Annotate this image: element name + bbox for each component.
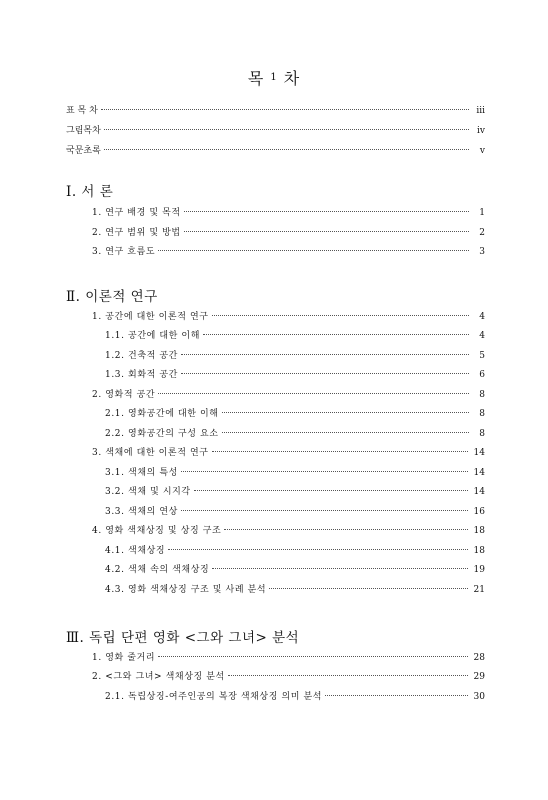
- toc-entry-label: 3.3. 색채의 연상: [105, 507, 178, 517]
- toc-entry-label: 3.1. 색채의 특성: [105, 468, 178, 478]
- toc-entry-label: 4.3. 영화 색채상징 구조 및 사례 분석: [105, 585, 267, 595]
- dot-leader: [181, 510, 468, 511]
- title-page-marker: 1: [270, 72, 278, 83]
- toc-entry-label: 2.1. 독립상징-여주인공의 복장 색채상징 의미 분석: [105, 692, 323, 702]
- dot-leader: [184, 231, 469, 232]
- dot-leader: [212, 568, 467, 569]
- toc-entry[interactable]: [105, 564, 485, 576]
- toc-entry[interactable]: [92, 389, 485, 401]
- toc-entry[interactable]: [105, 330, 485, 342]
- toc-entry-abstract[interactable]: [66, 145, 485, 157]
- toc-entry-page: iv: [477, 126, 485, 136]
- toc-entry-label: 4. 영화 색채상징 및 상징 구조: [92, 526, 222, 536]
- toc-entry-page: 28: [473, 653, 485, 663]
- toc-entry[interactable]: [105, 506, 485, 518]
- toc-entry[interactable]: [105, 467, 485, 479]
- toc-entry-page: iii: [476, 106, 485, 116]
- toc-entry-label: 1. 영화 줄거리: [92, 653, 156, 663]
- toc-entry-page: 4: [479, 312, 485, 322]
- toc-entry-page: 19: [473, 565, 485, 575]
- toc-entry[interactable]: [92, 671, 485, 683]
- dot-leader: [104, 149, 469, 150]
- toc-entry-page: 29: [473, 672, 485, 682]
- toc-entry-label: 4.1. 색채상징: [105, 546, 166, 556]
- toc-entry-page: 6: [479, 370, 485, 380]
- toc-entry[interactable]: [105, 369, 485, 381]
- dot-leader: [181, 373, 469, 374]
- toc-entry-page: 16: [473, 507, 485, 517]
- dot-leader: [222, 412, 469, 413]
- toc-entry-page: 18: [473, 526, 485, 536]
- toc-entry-page: 4: [479, 331, 485, 341]
- toc-entry[interactable]: [92, 246, 485, 258]
- toc-entry-page: 8: [479, 429, 485, 439]
- dot-leader: [269, 588, 467, 589]
- dot-leader: [222, 432, 469, 433]
- dot-leader: [203, 334, 469, 335]
- toc-entry-label: 그림목차: [66, 126, 101, 136]
- toc-entry[interactable]: [92, 311, 485, 323]
- dot-leader: [168, 549, 467, 550]
- dot-leader: [181, 354, 469, 355]
- toc-entry-page: 8: [479, 409, 485, 419]
- toc-entry-label: 4.2. 색채 속의 색채상징: [105, 565, 210, 575]
- chapter-heading-2[interactable]: Ⅱ. 이론적 연구: [66, 289, 158, 305]
- toc-entry-page: 5: [479, 351, 485, 361]
- toc-entry[interactable]: [92, 227, 485, 239]
- toc-entry-label: 3.2. 색채 및 시지각: [105, 487, 191, 497]
- dot-leader: [158, 393, 469, 394]
- dot-leader: [228, 675, 468, 676]
- toc-entry-label: 3. 색채에 대한 이론적 연구: [92, 448, 209, 458]
- toc-entry-page: 18: [473, 546, 485, 556]
- toc-entry[interactable]: [105, 584, 485, 596]
- toc-entry-label: 2.2. 영화공간의 구성 요소: [105, 429, 219, 439]
- toc-entry-label: 2.1. 영화공간에 대한 이해: [105, 409, 219, 419]
- toc-entry[interactable]: [92, 525, 485, 537]
- toc-entry[interactable]: [105, 691, 485, 703]
- toc-entry[interactable]: [92, 447, 485, 459]
- dot-leader: [158, 656, 467, 657]
- toc-entry-page: 30: [473, 692, 485, 702]
- toc-entry-label: 1.3. 회화적 공간: [105, 370, 178, 380]
- dot-leader: [101, 109, 469, 110]
- toc-entry-label: 2. 영화적 공간: [92, 390, 156, 400]
- toc-entry-page: v: [479, 146, 485, 156]
- toc-entry[interactable]: [92, 652, 485, 664]
- toc-entry[interactable]: [105, 350, 485, 362]
- toc-entry-page: 14: [473, 487, 485, 497]
- dot-leader: [325, 695, 467, 696]
- toc-entry-label: 1.1. 공간에 대한 이해: [105, 331, 201, 341]
- toc-entry-page: 2: [479, 228, 485, 238]
- toc-entry-figures[interactable]: [66, 125, 485, 137]
- toc-entry[interactable]: [105, 486, 485, 498]
- dot-leader: [224, 529, 467, 530]
- dot-leader: [194, 490, 468, 491]
- toc-entry-label: 표 목 차: [66, 106, 98, 116]
- toc-entry-page: 14: [473, 448, 485, 458]
- chapter-heading-3[interactable]: Ⅲ. 독립 단편 영화 <그와 그녀> 분석: [66, 630, 300, 646]
- toc-entry[interactable]: [105, 545, 485, 557]
- dot-leader: [212, 451, 468, 452]
- toc-entry-page: 8: [479, 390, 485, 400]
- toc-entry-label: 2. <그와 그녀> 색채상징 분석: [92, 672, 225, 682]
- title-left: 목: [247, 69, 265, 88]
- toc-entry-tables[interactable]: [66, 105, 485, 117]
- page-title: [0, 66, 548, 89]
- toc-entry[interactable]: [105, 408, 485, 420]
- toc-entry-label: 1. 공간에 대한 이론적 연구: [92, 312, 209, 322]
- chapter-heading-1[interactable]: Ⅰ. 서 론: [66, 184, 114, 200]
- toc-entry-label: 3. 연구 흐름도: [92, 247, 156, 257]
- title-right: 차: [283, 69, 301, 88]
- dot-leader: [158, 250, 469, 251]
- toc-entry-label: 1.2. 건축적 공간: [105, 351, 178, 361]
- toc-entry-label: 2. 연구 범위 및 방법: [92, 228, 181, 238]
- toc-entry-page: 21: [473, 585, 485, 595]
- toc-entry-page: 3: [479, 247, 485, 257]
- toc-entry[interactable]: [92, 207, 485, 219]
- toc-entry-page: 14: [473, 468, 485, 478]
- dot-leader: [212, 315, 469, 316]
- dot-leader: [184, 211, 469, 212]
- toc-entry-label: 1. 연구 배경 및 목적: [92, 208, 181, 218]
- dot-leader: [181, 471, 468, 472]
- toc-entry-label: 국문초록: [66, 146, 101, 156]
- toc-entry[interactable]: [105, 428, 485, 440]
- toc-entry-page: 1: [479, 208, 485, 218]
- dot-leader: [104, 129, 469, 130]
